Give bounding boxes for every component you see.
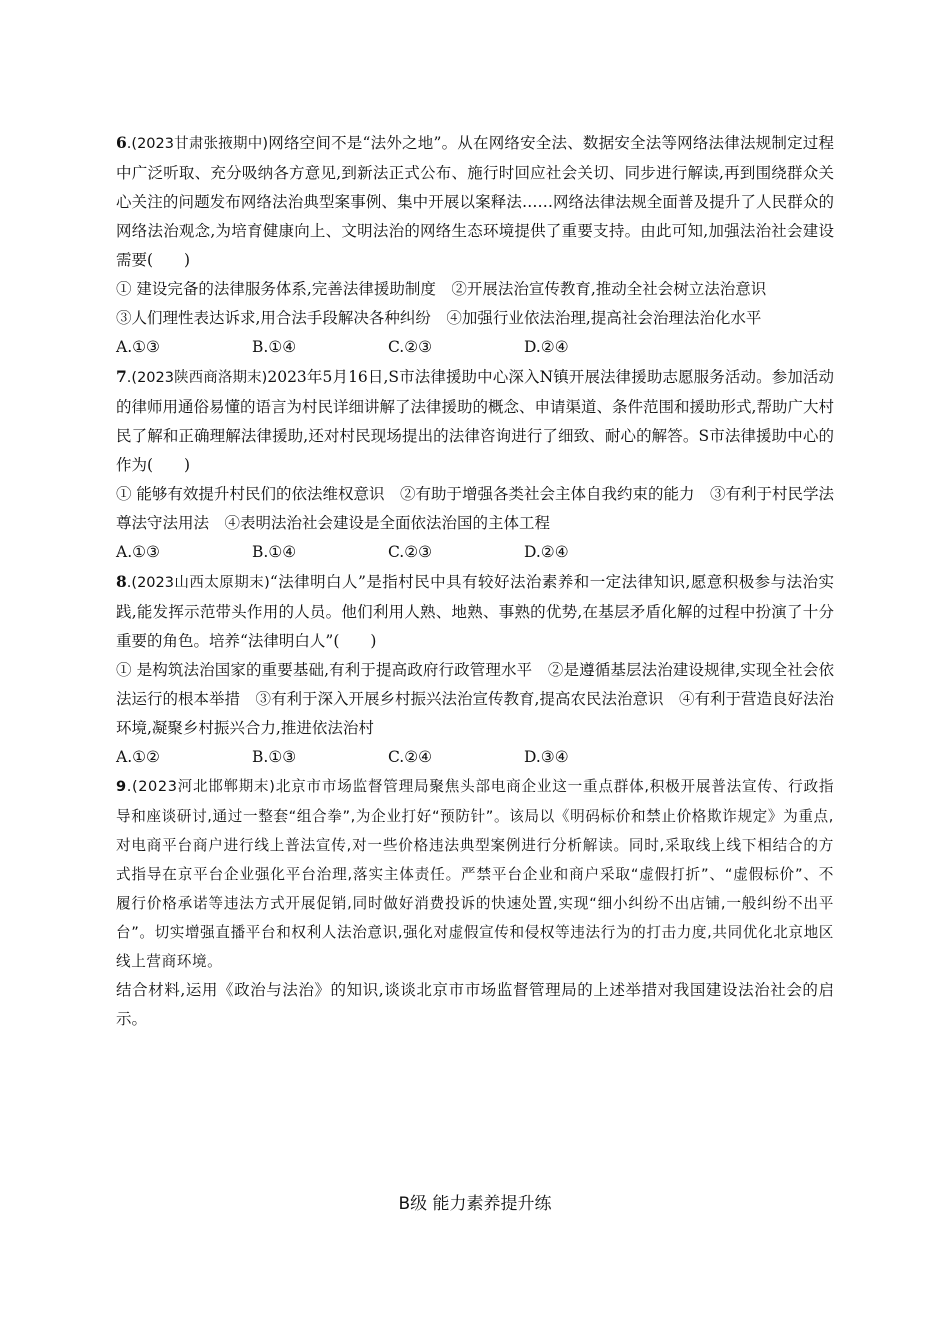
option-line: ③人们理性表达诉求,用合法手段解决各种纠纷 ④加强行业依法治理,提高社会治理法治化水平 [116, 309, 762, 327]
answer-choices [116, 743, 834, 772]
question-source: .(2023陕西商洛期末) [126, 370, 268, 386]
option-line: ① 是构筑法治国家的重要基础,有利于提高政府行政管理水平 ②是遵循基层法治建设规律,实现全社会依法运行的根本举措 ③有利于深入开展乡村振兴法治宣传教育,提高农民法治意识 ④有利于营造良好法治环境,凝聚乡村振兴合力,推进依法治村 [116, 661, 834, 737]
question-material [116, 772, 834, 976]
question-source: .(2023河北邯郸期末) [126, 779, 276, 795]
question-prompt: 结合材料,运用《政治与法治》的知识,谈谈北京市市场监督管理局的上述举措对我国建设法治社会的启示。 [116, 981, 834, 1028]
question-text: “法律明白人”是指村民中具有较好法治素养和一定法律知识,愿意积极参与法治实践,能发挥示范带头作用的人员。他们利用人熟、地熟、事熟的优势,在基层矛盾化解的过程中扮演了十分重要的角色。培养“法律明白人”( ) [116, 573, 834, 650]
option-line: ① 能够有效提升村民们的依法维权意识 ②有助于增强各类社会主体自我约束的能力 ③有利于村民学法尊法守法用法 ④表明法治社会建设是全面依法治国的主体工程 [116, 485, 834, 532]
question-8 [116, 567, 834, 772]
choice-d: D.②④ [524, 338, 569, 356]
answer-choices [116, 333, 834, 362]
choice-b: B.①④ [252, 338, 297, 356]
question-stem [116, 362, 834, 480]
document-page [116, 128, 834, 1034]
question-stem [116, 567, 834, 656]
choice-a: A.①③ [116, 338, 160, 356]
question-number: 7 [116, 367, 127, 386]
material-text: 北京市市场监督管理局聚焦头部电商企业这一重点群体,积极开展普法宣传、行政指导和座谈研讨,通过一整套“组合拳”,为企业打好“预防针”。该局以《明码标价和禁止价格欺诈规定》为重点,对电商平台商户进行线上普法宣传,对一些价格违法典型案例进行分析解读。同时,采取线上线下相结合的方式指导在京平台企业强化平台治理,落实主体责任。严禁平台企业和商户采取“虚假打折”、“虚假标价”、不履行价格承诺等违法方式开展促销,同时做好消费投诉的快速处置,实现“细小纠纷不出店铺,一般纠纷不出平台”。切实增强直播平台和权利人法治意识,强化对虚假宣传和侵权等违法行为的打击力度,共同优化北京地区线上营商环境。 [116, 778, 835, 970]
question-7 [116, 362, 834, 567]
choice-d: D.②④ [524, 543, 569, 561]
question-text: 网络空间不是“法外之地”。从在网络安全法、数据安全法等网络法律法规制定过程中广泛听取、充分吸纳各方意见,到新法正式公布、施行时回应社会关切、同步进行解读,再到围绕群众关心关注的问题发布网络法治典型案事例、集中开展以案释法……网络法律法规全面普及提升了人民群众的网络法治观念,为培育健康向上、文明法治的网络生态环境提供了重要支持。由此可知,加强法治社会建设需要( ) [116, 134, 834, 269]
choice-a: A.①② [116, 748, 160, 766]
choice-c: C.②③ [388, 338, 433, 356]
question-number: 9 [116, 778, 127, 795]
choice-b: B.①④ [252, 543, 297, 561]
answer-choices [116, 538, 834, 567]
choice-c: C.②④ [388, 748, 433, 766]
question-source: .(2023甘肃张掖期中) [126, 136, 269, 152]
choice-a: A.①③ [116, 543, 160, 561]
question-number: 8 [116, 572, 127, 591]
choice-b: B.①③ [252, 748, 297, 766]
question-6 [116, 128, 834, 362]
option-line: ① 建设完备的法律服务体系,完善法律援助制度 ②开展法治宣传教育,推动全社会树立法治意识 [116, 280, 767, 298]
section-title: B级 能力素养提升练 [398, 1194, 552, 1214]
question-stem [116, 128, 834, 275]
choice-c: C.②③ [388, 543, 433, 561]
question-text: 2023年5月16日,S市法律援助中心深入N镇开展法律援助志愿服务活动。参加活动的律师用通俗易懂的语言为村民详细讲解了法律援助的概念、申请渠道、条件范围和援助形式,帮助广大村民了解和正确理解法律援助,还对村民现场提出的法律咨询进行了细致、耐心的解答。S市法律援助中心的作为( ) [116, 368, 834, 474]
choice-d: D.③④ [524, 748, 569, 766]
question-number: 6 [116, 133, 127, 152]
question-source: .(2023山西太原期末) [126, 575, 270, 591]
question-9 [116, 772, 834, 1034]
